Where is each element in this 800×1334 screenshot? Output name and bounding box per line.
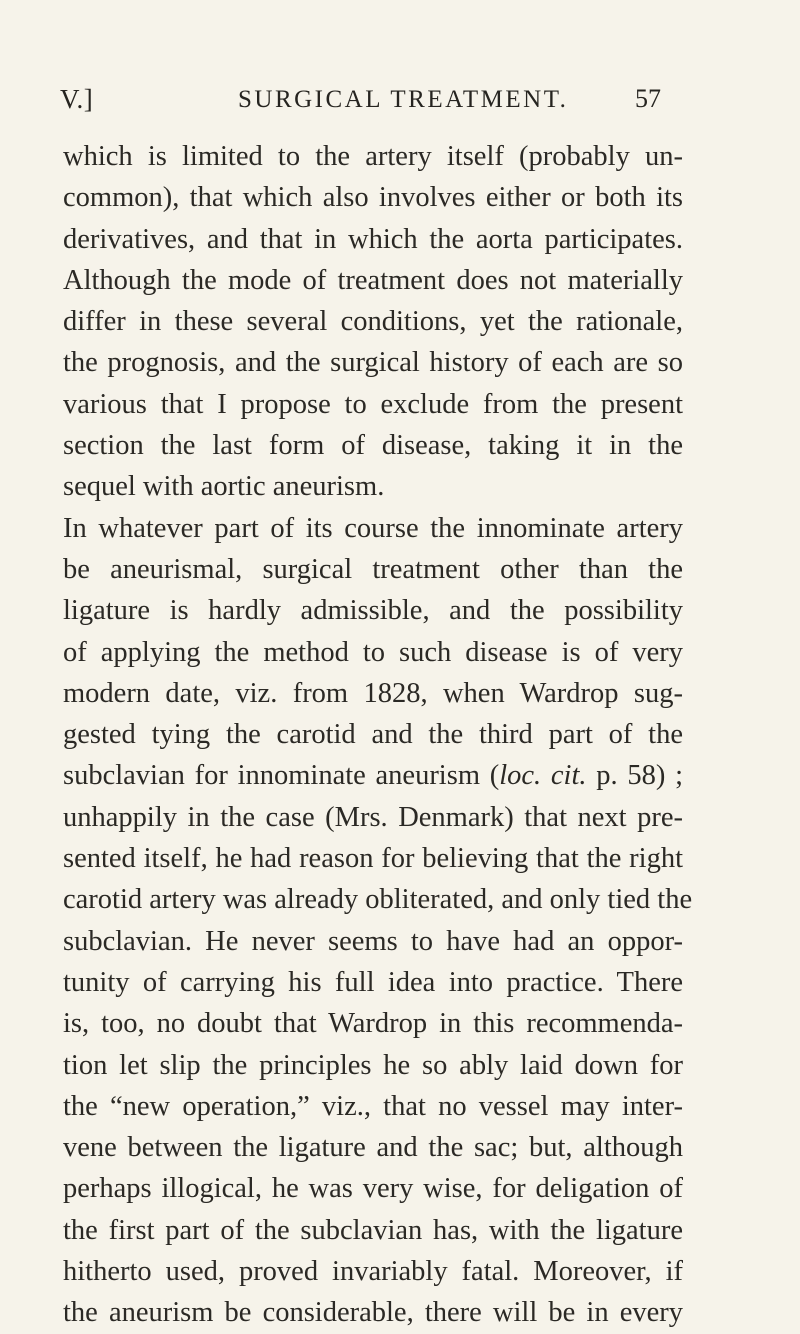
chapter-number: V.]: [60, 84, 94, 114]
text-line: the prognosis, and the surgical history of each are so: [63, 347, 683, 379]
body-text: [63, 136, 693, 1334]
running-head: [60, 84, 680, 118]
text-line: derivatives, and that in which the aorta participates.: [63, 223, 683, 255]
text-line: which is limited to the artery itself (probably un-: [63, 141, 683, 172]
text-line: gested tying the carotid and the third part of the: [63, 719, 683, 751]
running-title: SURGICAL TREATMENT.: [238, 86, 569, 113]
text-line: sented itself, he had reason for believing that the right: [63, 843, 683, 875]
text-line: of applying the method to such disease is of very: [63, 636, 683, 668]
text-line: Although the mode of treatment does not materially: [63, 264, 683, 296]
text-line: the “new operation,” viz., that no vessel may inter-: [63, 1090, 683, 1122]
text-line: unhappily in the case (Mrs. Denmark) that next pre-: [63, 801, 683, 833]
text-line: sequel with aortic aneurism.: [63, 471, 385, 503]
page-number: 57: [635, 84, 661, 113]
text-line: subclavian. He never seems to have had an oppor-: [63, 925, 683, 957]
text-line: perhaps illogical, he was very wise, for deligation of: [63, 1173, 683, 1205]
text-line: various that I propose to exclude from the present: [63, 388, 683, 420]
text-line: modern date, viz. from 1828, when Wardrop sug-: [63, 677, 683, 709]
citation-italic: loc. cit.: [499, 760, 587, 792]
text-line: vene between the ligature and the sac; but, although: [63, 1132, 683, 1164]
text-segment: subclavian for innominate aneurism (: [63, 760, 500, 792]
text-line: the aneurism be considerable, there will be in every: [63, 1297, 683, 1329]
text-line: section the last form of disease, taking it in the: [63, 430, 683, 462]
text-line: carotid artery was already obliterated, and only tied the: [63, 884, 693, 916]
text-line: the first part of the subclavian has, with the ligature: [63, 1214, 683, 1246]
text-line: is, too, no doubt that Wardrop in this recommenda-: [63, 1008, 683, 1040]
text-line: hitherto used, proved invariably fatal. Moreover, if: [63, 1256, 683, 1288]
text-line: ligature is hardly admissible, and the possibility: [63, 595, 683, 627]
text-line: tunity of carrying his full idea into practice. There: [63, 966, 683, 998]
text-line: be aneurismal, surgical treatment other than the: [63, 553, 683, 585]
text-line: common), that which also involves either or both its: [63, 182, 683, 214]
text-line: differ in these several conditions, yet the rationale,: [63, 306, 683, 338]
paragraph-start-line: In whatever part of its course the innominate artery: [63, 512, 683, 544]
text-line: [63, 755, 683, 796]
text-line: tion let slip the principles he so ably laid down for: [63, 1049, 683, 1081]
text-segment: p. 58) ;: [586, 760, 683, 792]
